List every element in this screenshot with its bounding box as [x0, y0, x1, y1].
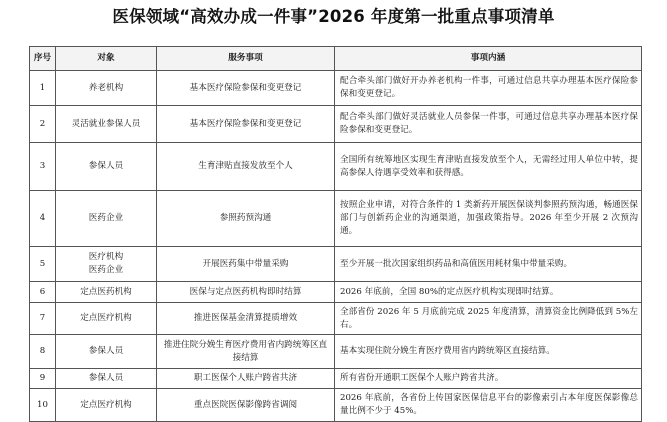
cell-service: 推进住院分娩生育医疗费用省内跨统筹区直接结算	[157, 335, 335, 369]
cell-target: 医疗机构 医药企业	[56, 247, 157, 282]
table-row	[30, 282, 642, 303]
table-row	[30, 71, 642, 106]
cell-index: 4	[30, 191, 56, 247]
cell-service: 开展医药集中带量采购	[157, 247, 335, 282]
cell-target: 养老机构	[56, 71, 157, 106]
cell-index: 5	[30, 247, 56, 282]
cell-content: 2026 年底前，各省份上传国家医保信息平台的影像索引占本年度医保影像总量比例不少于 45%。	[335, 389, 642, 422]
header-service: 服务事项	[157, 47, 335, 71]
cell-target: 灵活就业参保人员	[56, 106, 157, 143]
cell-target: 定点医药机构	[56, 282, 157, 303]
cell-target: 定点医疗机构	[56, 303, 157, 335]
cell-index: 9	[30, 369, 56, 389]
table-row	[30, 191, 642, 247]
cell-service: 医保与定点医药机构即时结算	[157, 282, 335, 303]
cell-target: 参保人员	[56, 369, 157, 389]
cell-index: 3	[30, 143, 56, 191]
table-row	[30, 335, 642, 369]
table-row	[30, 369, 642, 389]
cell-index: 2	[30, 106, 56, 143]
cell-index: 6	[30, 282, 56, 303]
table-row	[30, 303, 642, 335]
cell-service: 参照药预沟通	[157, 191, 335, 247]
cell-service: 推进医保基金清算提质增效	[157, 303, 335, 335]
cell-content: 配合牵头部门做好开办养老机构一件事，可通过信息共享办理基本医疗保险参保和变更登记。	[335, 71, 642, 106]
cell-content: 配合牵头部门做好灵活就业人员参保一件事，可通过信息共享办理基本医疗保险参保和变更登记。	[335, 106, 642, 143]
document-title: 医保领域“高效办成一件事”2026 年度第一批重点事项清单	[112, 7, 555, 26]
header-content: 事项内涵	[335, 47, 642, 71]
cell-content: 全国所有统筹地区实现生育津贴直接发放至个人，无需经过用人单位中转，提高参保人待遇享受效率和获得感。	[335, 143, 642, 191]
cell-index: 8	[30, 335, 56, 369]
cell-service: 基本医疗保险参保和变更登记	[157, 106, 335, 143]
table-row	[30, 143, 642, 191]
cell-index: 7	[30, 303, 56, 335]
cell-service: 基本医疗保险参保和变更登记	[157, 71, 335, 106]
cell-target: 参保人员	[56, 143, 157, 191]
cell-target: 参保人员	[56, 335, 157, 369]
cell-index: 10	[30, 389, 56, 422]
cell-service: 重点医院医保影像跨省调阅	[157, 389, 335, 422]
cell-target: 定点医疗机构	[56, 389, 157, 422]
cell-content: 全部省份 2026 年 5 月底前完成 2025 年度清算，清算资金比例降低到 5%左右。	[335, 303, 642, 335]
cell-service: 生育津贴直接发放至个人	[157, 143, 335, 191]
cell-index: 1	[30, 71, 56, 106]
table-row	[30, 389, 642, 422]
cell-content: 至少开展一批次国家组织药品和高值医用耗材集中带量采购。	[335, 247, 642, 282]
header-target: 对象	[56, 47, 157, 71]
table-row	[30, 247, 642, 282]
table-row	[30, 106, 642, 143]
header-index: 序号	[30, 47, 56, 71]
key-items-table	[29, 46, 642, 422]
cell-content: 按照企业申请，对符合条件的 1 类新药开展医保谈判参照药预沟通，畅通医保部门与创新药企业的沟通渠道，加强政策指导。2026 年至少开展 2 次预沟通。	[335, 191, 642, 247]
cell-content: 所有省份开通职工医保个人账户跨省共济。	[335, 369, 642, 389]
cell-content: 基本实现住院分娩生育医疗费用省内跨统筹区直接结算。	[335, 335, 642, 369]
cell-content: 2026 年底前，全国 80%的定点医疗机构实现即时结算。	[335, 282, 642, 303]
cell-target: 医药企业	[56, 191, 157, 247]
cell-service: 职工医保个人账户跨省共济	[157, 369, 335, 389]
table-header-row	[30, 47, 642, 71]
